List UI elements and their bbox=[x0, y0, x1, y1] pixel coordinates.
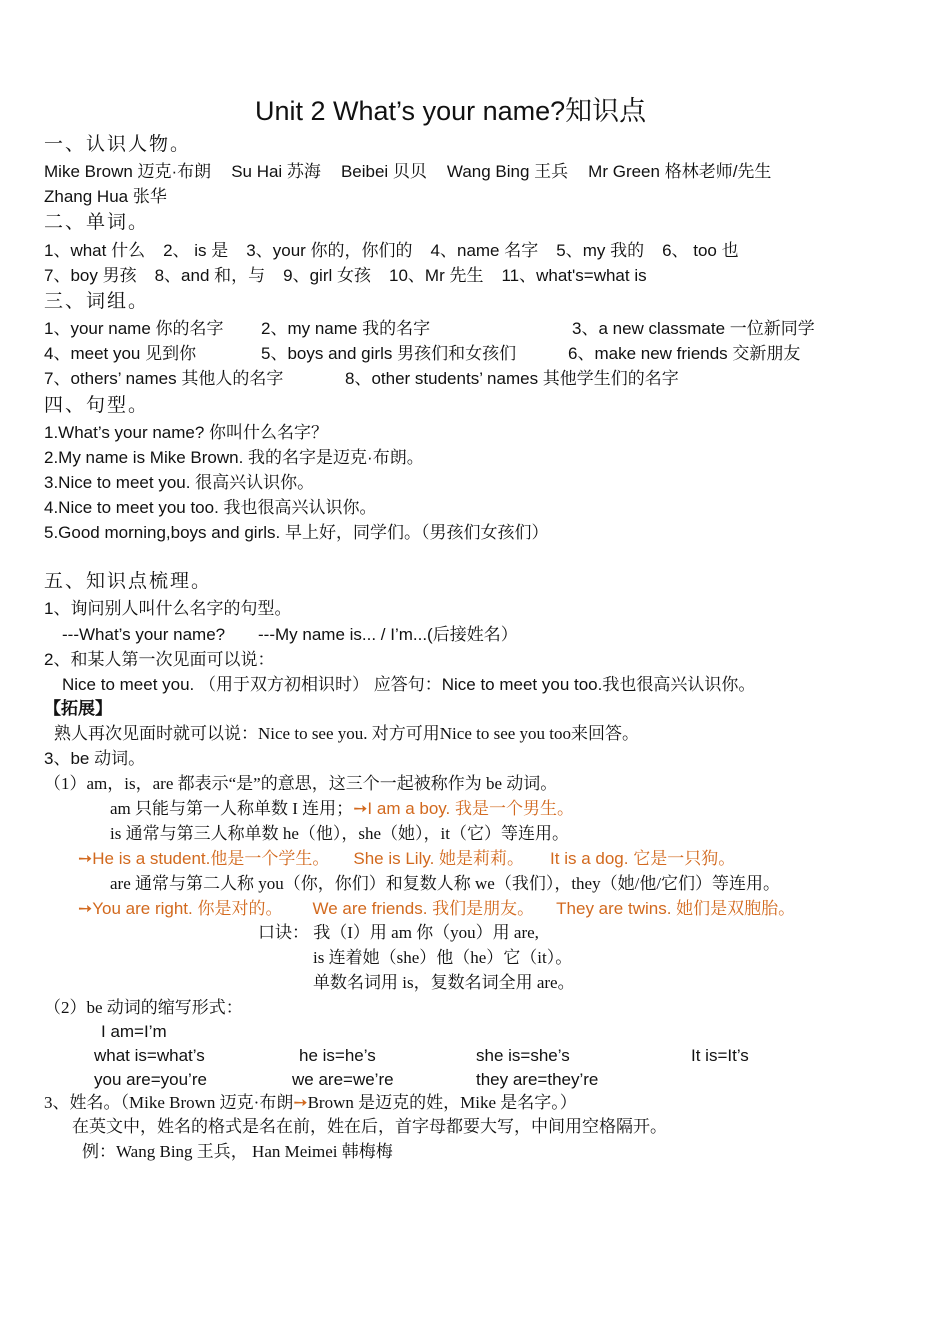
contraction-item: she is=she’s bbox=[476, 1046, 570, 1065]
word-item: 7、boy 男孩 bbox=[44, 266, 137, 285]
is-example: ➙He is a student.他是一个学生。 bbox=[78, 849, 330, 868]
person-item: Mike Brown 迈克·布朗 bbox=[44, 162, 212, 181]
section-heading-people: 一、认识人物。 bbox=[44, 134, 192, 155]
sentence-item: 4.Nice to meet you too. 我也很高兴认识你。 bbox=[44, 498, 377, 517]
phrase-item: 8、other students’ names 其他学生们的名字 bbox=[345, 369, 679, 388]
word-item: 1、what 什么 bbox=[44, 241, 146, 260]
phrase-item: 3、a new classmate 一位新同学 bbox=[572, 319, 815, 338]
is-rule: is 通常与第三人称单数 he（他），she（她），it（它）等连用。 bbox=[110, 824, 569, 843]
sentence-item: 1.What’s your name? 你叫什么名字？ bbox=[44, 423, 329, 442]
contraction-item: he is=he’s bbox=[299, 1046, 376, 1065]
sentence-item: 5.Good morning,boys and girls. 早上好，同学们。（男孩们女孩们） bbox=[44, 523, 549, 542]
contraction-title: （2）be 动词的缩写形式： bbox=[44, 998, 243, 1017]
extension-line: 熟人再次见面时就可以说：Nice to see you. 对方可用Nice to see you too来回答。 bbox=[54, 724, 640, 743]
section-heading-phrases: 三、词组。 bbox=[44, 291, 150, 312]
phrase-item: 1、your name 你的名字 bbox=[44, 319, 224, 338]
are-examples-line bbox=[78, 898, 795, 920]
words-line-2 bbox=[44, 265, 647, 287]
contraction-item: I am=I’m bbox=[101, 1022, 167, 1041]
people-line-1 bbox=[44, 161, 771, 183]
word-item: 2、 is 是 bbox=[163, 241, 229, 260]
rhyme-line: 单数名词用 is，复数名词全用 are。 bbox=[313, 973, 575, 992]
are-example: We are friends. 我们是朋友。 bbox=[312, 899, 535, 918]
extension-title: 【拓展】 bbox=[44, 699, 112, 718]
phrase-item: 4、meet you 见到你 bbox=[44, 344, 197, 363]
are-example: They are twins. 她们是双胞胎。 bbox=[556, 899, 796, 918]
phrase-item: 5、boys and girls 男孩们和女孩们 bbox=[261, 344, 517, 363]
contraction-item: you are=you’re bbox=[94, 1070, 207, 1089]
section-heading-knowledge: 五、知识点梳理。 bbox=[44, 571, 213, 592]
point-1-answer: ---My name is... / I’m...(后接姓名） bbox=[258, 625, 518, 644]
person-item: Wang Bing 王兵 bbox=[446, 162, 569, 181]
person-item: Su Hai 苏海 bbox=[231, 162, 321, 181]
is-examples-line bbox=[78, 848, 735, 870]
point-2-line: Nice to meet you. （用于双方初相识时） 应答句：Nice to meet you too.我也很高兴认识你。 bbox=[62, 675, 756, 694]
phrase-item: 2、my name 我的名字 bbox=[261, 319, 431, 338]
arrow-icon: ➙ bbox=[293, 1093, 308, 1112]
is-example: It is a dog. 它是一只狗。 bbox=[550, 849, 736, 868]
point-4-title-part: Brown 是迈克的姓，Mike 是名字。） bbox=[307, 1093, 577, 1112]
rhyme-line: 口诀： 我（I）用 am 你（you）用 are, bbox=[258, 923, 539, 942]
rhyme-line: is 连着她（she）他（he）它（it）。 bbox=[313, 948, 573, 967]
be-verb-intro: （1）am，is，are 都表示“是”的意思，这三个一起被称作为 be 动词。 bbox=[44, 774, 558, 793]
point-1-question: ---What’s your name? bbox=[62, 625, 226, 644]
word-item: 4、name 名字 bbox=[430, 241, 539, 260]
phrase-item: 6、make new friends 交新朋友 bbox=[568, 344, 801, 363]
is-example: She is Lily. 她是莉莉。 bbox=[353, 849, 525, 868]
point-4-example: 例：Wang Bing 王兵， Han Meimei 韩梅梅 bbox=[82, 1142, 393, 1161]
word-item: 5、my 我的 bbox=[556, 241, 645, 260]
contraction-item: they are=they’re bbox=[476, 1070, 599, 1089]
point-2-title: 2、和某人第一次见面可以说： bbox=[44, 650, 275, 669]
are-example: ➙You are right. 你是对的。 bbox=[78, 899, 283, 918]
word-item: 6、 too 也 bbox=[662, 241, 739, 260]
section-heading-words: 二、单词。 bbox=[44, 212, 150, 233]
word-item: 10、Mr 先生 bbox=[389, 266, 484, 285]
word-item: 8、and 和，与 bbox=[154, 266, 266, 285]
word-item: 9、girl 女孩 bbox=[283, 266, 371, 285]
am-rule: am 只能与第一人称单数 I 连用； bbox=[110, 799, 354, 818]
point-1-title: 1、询问别人叫什么名字的句型。 bbox=[44, 599, 292, 618]
words-line-1 bbox=[44, 240, 739, 262]
contraction-item: we are=we’re bbox=[292, 1070, 394, 1089]
word-item: 3、your 你的，你们的 bbox=[246, 241, 413, 260]
phrase-item: 7、others’ names 其他人的名字 bbox=[44, 369, 284, 388]
point-4-title bbox=[44, 1092, 577, 1114]
am-example: ➙I am a boy. 我是一个男生。 bbox=[353, 799, 574, 818]
contraction-item: It is=It’s bbox=[691, 1046, 749, 1065]
are-rule: are 通常与第二人称 you（你，你们）和复数人称 we（我们），they（她/他/它们）等连用。 bbox=[110, 874, 781, 893]
sentence-item: 3.Nice to meet you. 很高兴认识你。 bbox=[44, 473, 315, 492]
person-item: Mr Green 格林老师/先生 bbox=[588, 162, 772, 181]
section-heading-sentences: 四、句型。 bbox=[44, 395, 150, 416]
person-item: Zhang Hua 张华 bbox=[44, 187, 167, 206]
point-4-title-part: 3、姓名。（Mike Brown 迈克·布朗 bbox=[44, 1093, 294, 1112]
am-rule-line bbox=[110, 798, 574, 820]
word-item: 11、what's=what is bbox=[501, 266, 647, 285]
person-item: Beibei 贝贝 bbox=[340, 162, 427, 181]
sentence-item: 2.My name is Mike Brown. 我的名字是迈克·布朗。 bbox=[44, 448, 424, 467]
contraction-item: what is=what’s bbox=[94, 1046, 205, 1065]
page-title: Unit 2 What’s your name?知识点 bbox=[255, 96, 647, 126]
point-3-title: 3、be 动词。 bbox=[44, 749, 146, 768]
point-4-rule: 在英文中，姓名的格式是名在前，姓在后，首字母都要大写，中间用空格隔开。 bbox=[72, 1117, 667, 1136]
